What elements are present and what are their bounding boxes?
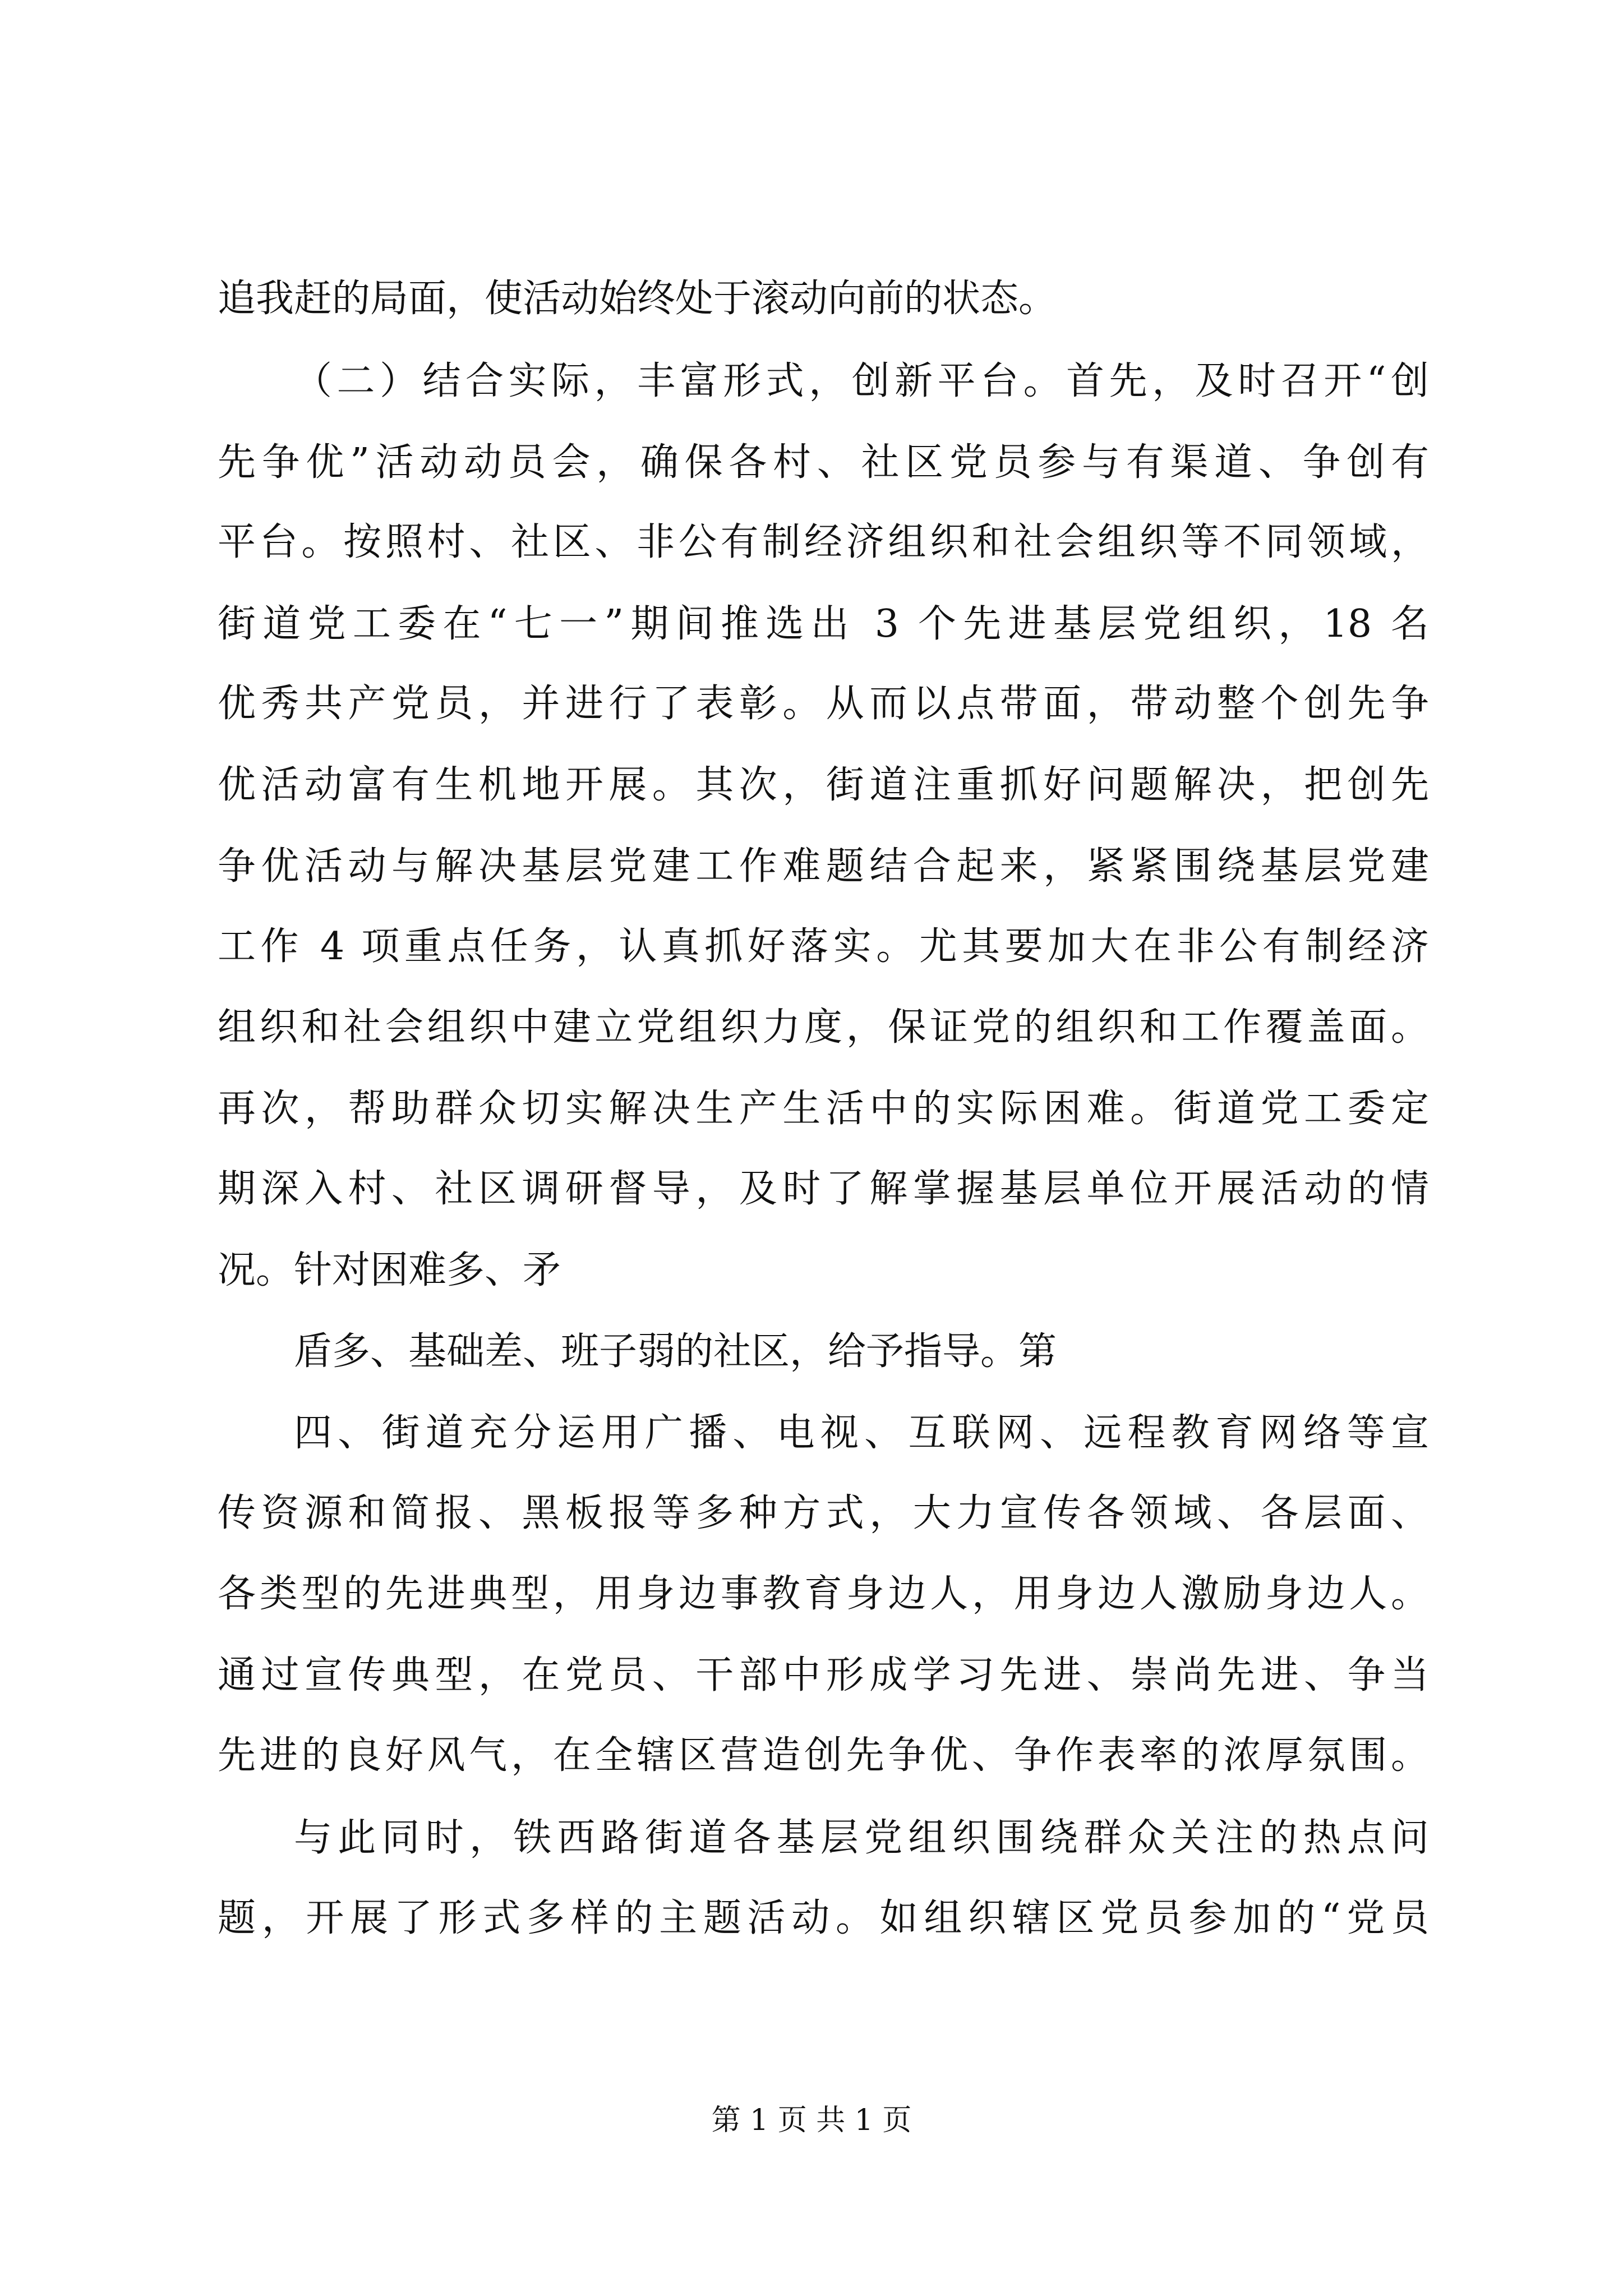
paragraph-line: 工作 4 项重点任务，认真抓好落实。尤其要加大在非公有制经济	[218, 924, 1429, 969]
paragraph-line: 街道党工委在“七一”期间推选出 3 个先进基层党组织，18 名	[218, 602, 1429, 646]
page-footer: 第 1 页 共 1 页	[711, 2104, 912, 2137]
paragraph-line: 各类型的先进典型，用身边事教育身边人，用身边人激励身边人。	[218, 1572, 1429, 1616]
paragraph-line: （二）结合实际，丰富形式，创新平台。首先，及时召开“创	[294, 359, 1429, 403]
paragraph-line: 优活动富有生机地开展。其次，街道注重抓好问题解决，把创先	[218, 763, 1429, 807]
paragraph-line: 四、街道充分运用广播、电视、互联网、远程教育网络等宣	[294, 1411, 1429, 1455]
paragraph-line: 先争优”活动动员会，确保各村、社区党员参与有渠道、争创有	[218, 440, 1429, 485]
paragraph-line: 优秀共产党员，并进行了表彰。从而以点带面，带动整个创先争	[218, 682, 1429, 726]
paragraph-line: 组织和社会组织中建立党组织力度，保证党的组织和工作覆盖面。	[218, 1005, 1429, 1050]
paragraph-line: 先进的良好风气，在全辖区营造创先争优、争作表率的浓厚氛围。	[218, 1733, 1429, 1778]
paragraph-line: 平台。按照村、社区、非公有制经济组织和社会组织等不同领域，	[218, 520, 1429, 564]
paragraph-line: 盾多、基础差、班子弱的社区，给予指导。第	[294, 1329, 1057, 1374]
paragraph-line: 传资源和简报、黑板报等多种方式，大力宣传各领域、各层面、	[218, 1491, 1429, 1535]
paragraph-line: 争优活动与解决基层党建工作难题结合起来，紧紧围绕基层党建	[218, 844, 1429, 889]
paragraph-line: 况。针对困难多、矛	[218, 1248, 561, 1292]
paragraph-line: 与此同时，铁西路街道各基层党组织围绕群众关注的热点问	[294, 1816, 1429, 1860]
paragraph-line: 题，开展了形式多样的主题活动。如组织辖区党员参加的“党员	[218, 1896, 1429, 1940]
paragraph-line: 追我赶的局面，使活动始终处于滚动向前的状态。	[218, 277, 1057, 321]
paragraph-line: 期深入村、社区调研督导，及时了解掌握基层单位开展活动的情	[218, 1167, 1429, 1211]
paragraph-line: 再次，帮助群众切实解决生产生活中的实际困难。街道党工委定	[218, 1087, 1429, 1131]
paragraph-line: 通过宣传典型，在党员、干部中形成学习先进、崇尚先进、争当	[218, 1653, 1429, 1697]
